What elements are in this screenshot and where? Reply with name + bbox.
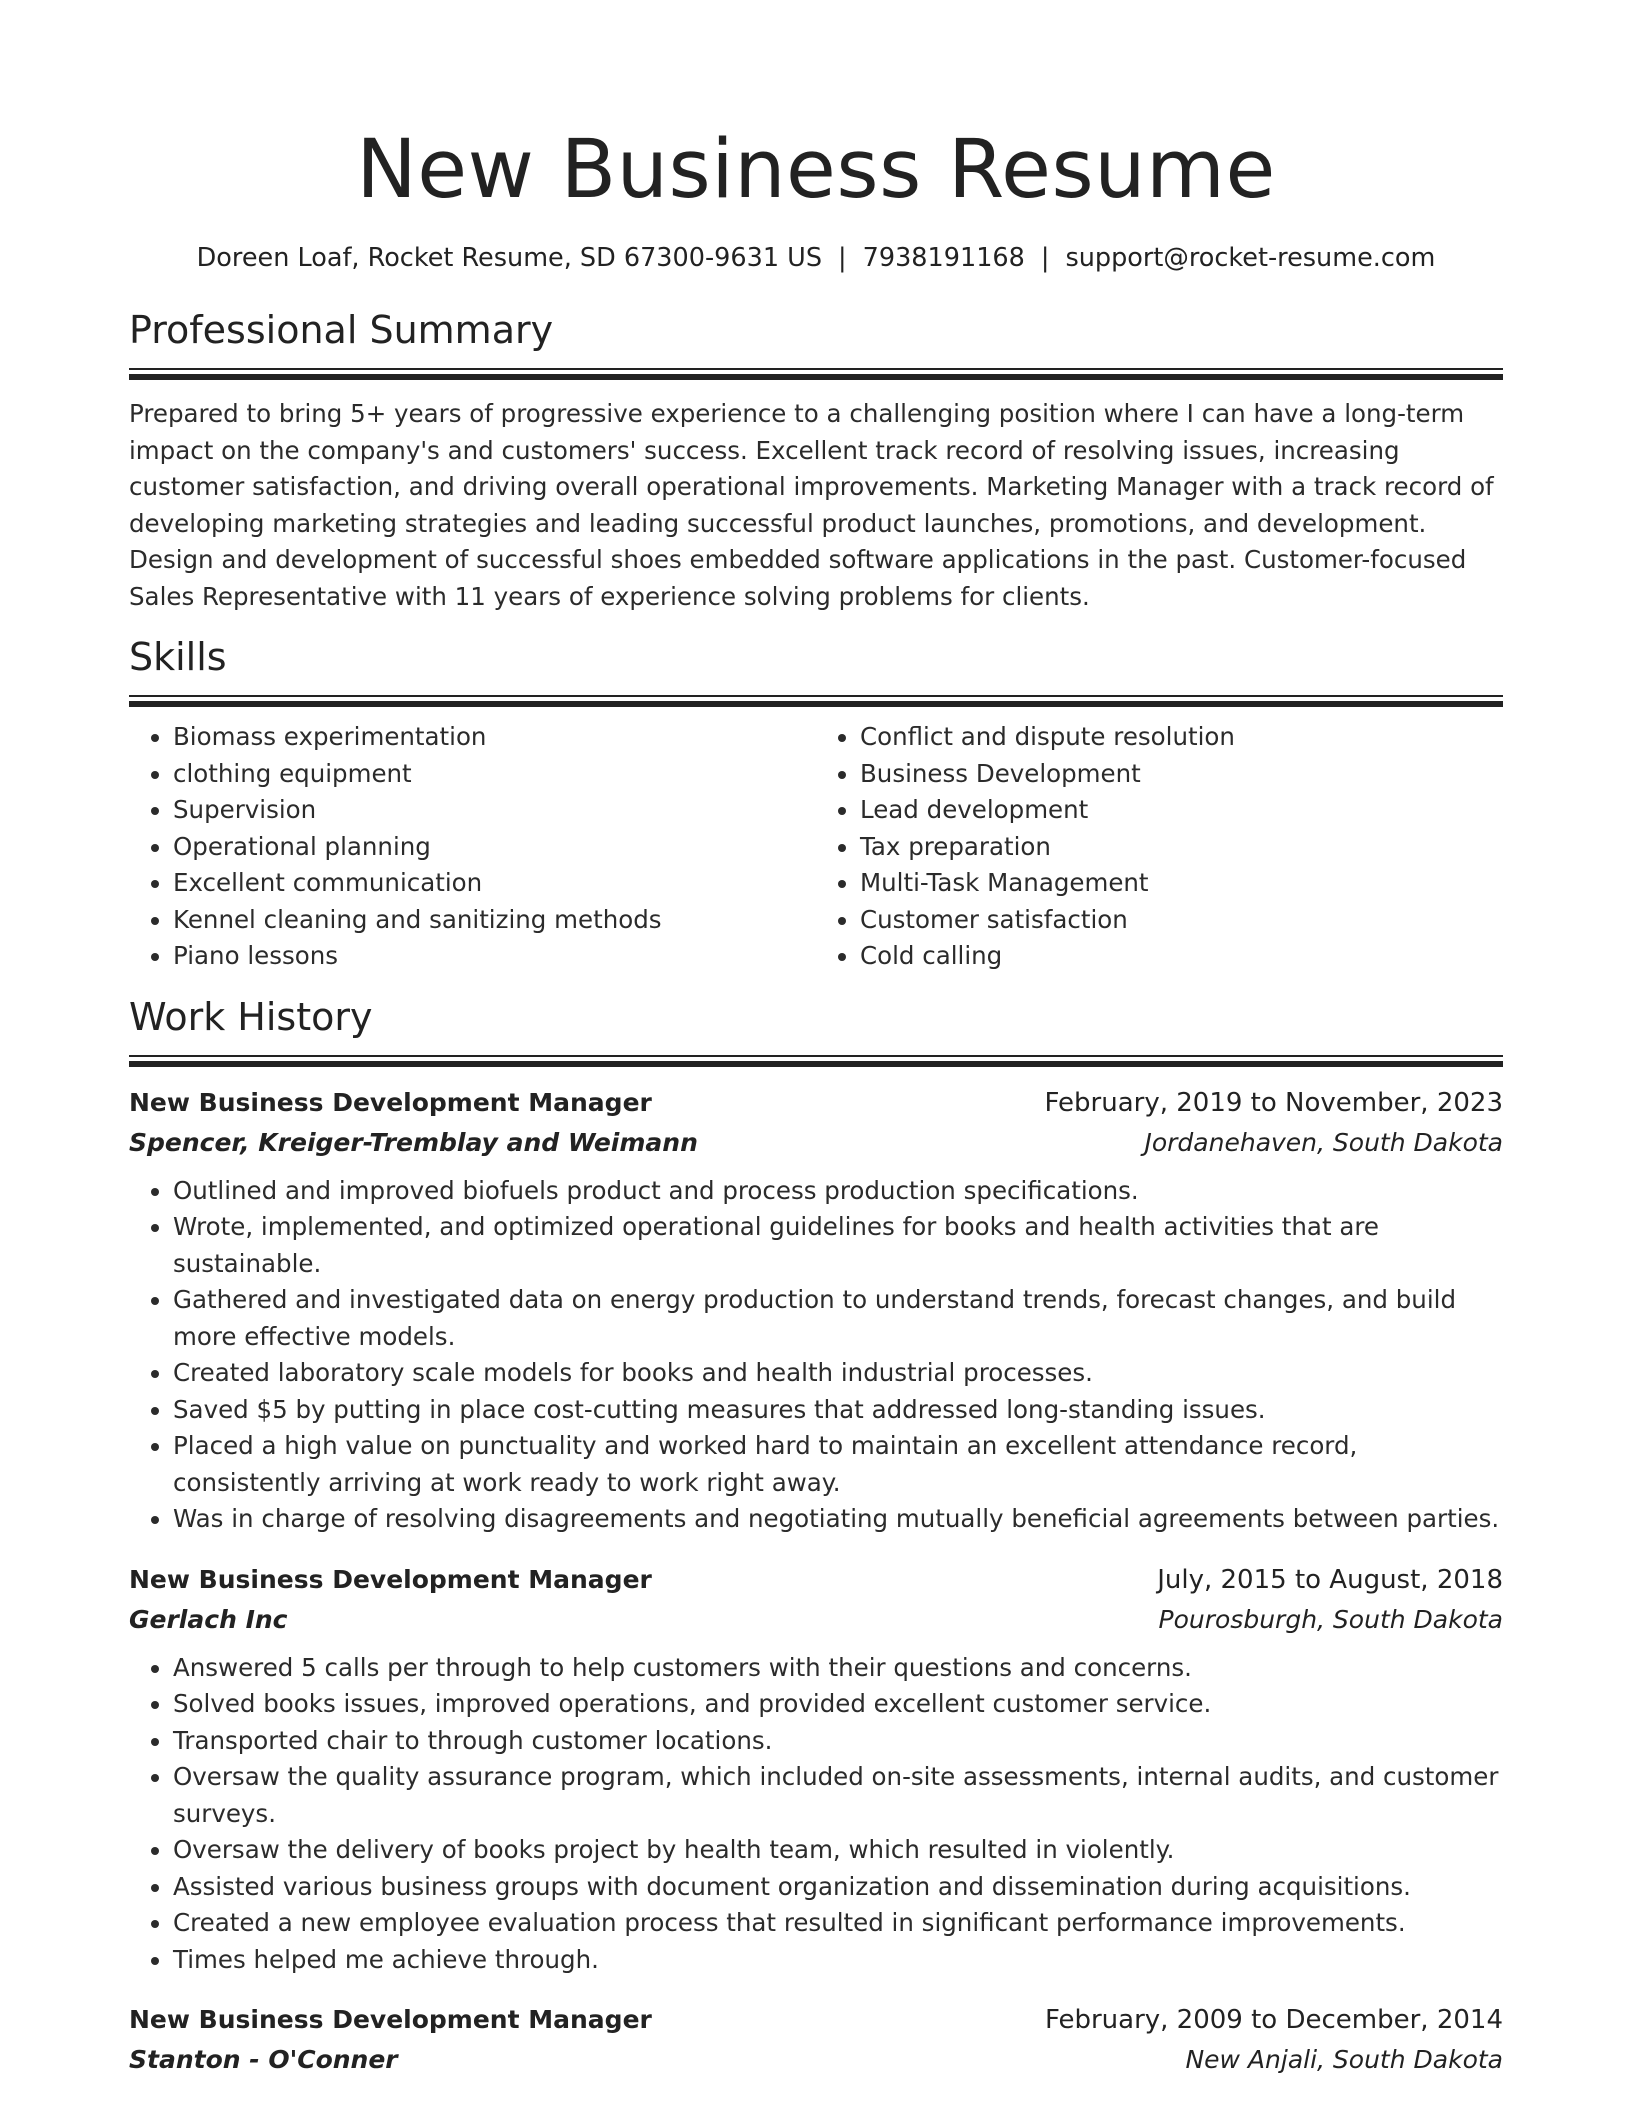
job-bullet: • Outlined and improved biofuels product and process production specifications. xyxy=(173,1173,1503,1210)
job-title: New Business Development Manager xyxy=(129,1087,652,1117)
skill-item: • Supervision xyxy=(173,792,816,829)
job-bullet: • Was in charge of resolving disagreements and negotiating mutually beneficial agreements between parties. xyxy=(173,1501,1503,1538)
job-subheader xyxy=(129,2040,1503,2080)
skill-item: • Cold calling xyxy=(860,938,1503,975)
work-history-section xyxy=(129,993,1503,2081)
contact-separator: | xyxy=(838,243,847,273)
job-company: Gerlach Inc xyxy=(129,1604,288,1634)
resume-title: New Business Resume xyxy=(356,123,1276,217)
job-bullet: • Created laboratory scale models for books and health industrial processes. xyxy=(173,1355,1503,1392)
job-dates: February, 2009 to December, 2014 xyxy=(1044,2005,1503,2035)
skill-item: • Operational planning xyxy=(173,829,816,866)
skill-item: • Business Development xyxy=(860,756,1503,793)
job-bullet: • Assisted various business groups with document organization and dissemination during acquisitions. xyxy=(173,1869,1503,1906)
contact-phone: 7938191168 xyxy=(862,243,1025,273)
contact-line xyxy=(129,240,1503,276)
job-dates: July, 2015 to August, 2018 xyxy=(1157,1564,1503,1595)
summary-text: Prepared to bring 5+ years of progressive experience to a challenging position where I can have a long-term impact on the company's and customers' success. Excellent track record of resolving issues, increasing customer satisfaction, and driving overall operational improvements. Marketing Manager with a track record of developing marketing strategies and leading successful product launches, promotions, and development. Design and development of successful shoes embedded software applications in the past. Customer-focused Sales Representative with 11 years of experience solving problems for clients. xyxy=(129,399,1494,611)
job-location: Pourosburgh, South Dakota xyxy=(1158,1604,1503,1634)
skill-item: • Tax preparation xyxy=(860,829,1503,866)
job-title: New Business Development Manager xyxy=(129,2005,652,2034)
job-dates: February, 2019 to November, 2023 xyxy=(1044,1087,1503,1118)
skill-item: • Excellent communication xyxy=(173,865,816,902)
job-header xyxy=(129,1083,1503,1123)
skill-item: • Lead development xyxy=(860,792,1503,829)
summary-heading: Professional Summary xyxy=(129,308,554,352)
job-bullet: • Saved $5 by putting in place cost-cutting measures that addressed long-standing issues. xyxy=(173,1392,1503,1429)
job-location: New Anjali, South Dakota xyxy=(1185,2045,1503,2074)
skills-section xyxy=(129,633,1503,975)
skills-left-list xyxy=(129,719,816,975)
work-history-heading: Work History xyxy=(129,994,373,1039)
job-entry xyxy=(129,1560,1503,1979)
job-header xyxy=(129,2000,1503,2040)
contact-email: support@rocket-resume.com xyxy=(1065,243,1436,273)
section-divider xyxy=(129,368,1503,380)
skill-item: • Conflict and dispute resolution xyxy=(860,719,1503,756)
job-bullet: • Times helped me achieve through. xyxy=(173,1942,1503,1979)
job-bullet-list xyxy=(129,1650,1503,1979)
job-bullet: • Solved books issues, improved operations, and provided excellent customer service. xyxy=(173,1686,1503,1723)
job-header xyxy=(129,1560,1503,1600)
job-location: Jordanehaven, South Dakota xyxy=(1144,1127,1503,1157)
job-title: New Business Development Manager xyxy=(129,1564,652,1594)
skill-item: • Multi-Task Management xyxy=(860,865,1503,902)
skills-columns xyxy=(129,719,1503,975)
job-bullet: • Created a new employee evaluation process that resulted in significant performance improvements. xyxy=(173,1905,1503,1942)
skills-heading: Skills xyxy=(129,635,227,679)
summary-section xyxy=(129,306,1503,615)
job-bullet: • Wrote, implemented, and optimized operational guidelines for books and health activities that are sustainable. xyxy=(173,1209,1503,1282)
job-subheader xyxy=(129,1123,1503,1163)
job-company: Spencer, Kreiger-Tremblay and Weimann xyxy=(129,1127,698,1157)
skill-item: • Kennel cleaning and sanitizing methods xyxy=(173,902,816,939)
skills-right-list xyxy=(816,719,1503,975)
job-subheader xyxy=(129,1600,1503,1640)
contact-address: Doreen Loaf, Rocket Resume, SD 67300-9631 US xyxy=(196,243,823,273)
job-entry xyxy=(129,1083,1503,1538)
job-entry xyxy=(129,2000,1503,2080)
skill-item: • Customer satisfaction xyxy=(860,902,1503,939)
job-bullet: • Oversaw the quality assurance program, which included on-site assessments, internal audits, and customer surveys. xyxy=(173,1759,1503,1832)
section-divider xyxy=(129,695,1503,707)
section-divider xyxy=(129,1055,1503,1067)
skill-item: • Piano lessons xyxy=(173,938,816,975)
job-bullet: • Oversaw the delivery of books project by health team, which resulted in violently. xyxy=(173,1832,1503,1869)
job-bullet: • Transported chair to through customer locations. xyxy=(173,1723,1503,1760)
contact-separator: | xyxy=(1040,243,1050,273)
skill-item: • Biomass experimentation xyxy=(173,719,816,756)
skill-item: • clothing equipment xyxy=(173,756,816,793)
job-bullet: • Placed a high value on punctuality and worked hard to maintain an excellent attendance record, consistently arriving at work ready to work right away. xyxy=(173,1428,1503,1501)
job-bullet-list xyxy=(129,1173,1503,1538)
job-bullet: • Gathered and investigated data on energy production to understand trends, forecast changes, and build more effective models. xyxy=(173,1282,1503,1355)
job-company: Stanton - O'Conner xyxy=(129,2045,398,2074)
job-bullet: • Answered 5 calls per through to help customers with their questions and concerns. xyxy=(173,1650,1503,1687)
